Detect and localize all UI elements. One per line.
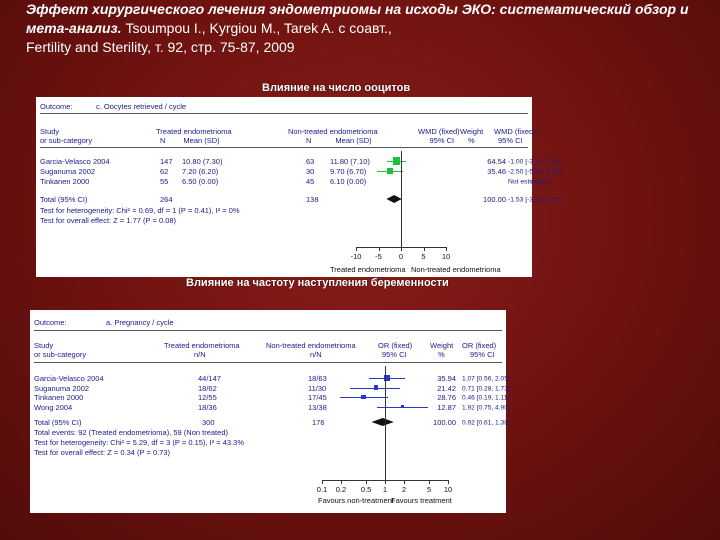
total-diamond-layer xyxy=(36,97,532,277)
forest-plot-oocytes xyxy=(36,97,562,277)
treated-n-over-N: 12/55 xyxy=(198,393,217,402)
weight-value: 12.87 xyxy=(437,402,456,412)
col-wmd-header: WMD (fixed) 95% CI xyxy=(418,127,460,145)
nontreated-mean: 6.10 (0.00) xyxy=(330,177,367,186)
axis-tick xyxy=(448,480,449,484)
study-name: Tinkanen 2000 xyxy=(40,177,90,186)
weight-value: 35.94 xyxy=(437,374,456,383)
treated-n-over-N: 44/147 xyxy=(198,374,221,383)
nontreated-mean: 9.70 (6.70) xyxy=(330,167,367,176)
total-treated: 300 xyxy=(202,418,215,427)
treated-mean: 6.50 (0.00) xyxy=(182,177,219,186)
axis-tick xyxy=(401,247,402,251)
heterogeneity-test: Test for heterogeneity: Chi² = 5.29, df = 3 (P = 0.15), I² = 43.3% xyxy=(34,438,244,447)
axis-tick-label: 0.1 xyxy=(316,485,328,494)
axis-tick-label: 10 xyxy=(441,252,451,261)
axis-tick-label: 5 xyxy=(421,252,426,261)
weight-value: 64.54 xyxy=(487,157,506,166)
weight-value: 35.46 xyxy=(487,167,506,176)
forest-plot-pregnancy xyxy=(30,310,510,513)
overall-effect-test: Test for overall effect: Z = 0.34 (P = 0.73) xyxy=(34,448,171,457)
weight-value: 28.76 xyxy=(437,393,456,402)
outcome-value: a. Pregnancy / cycle xyxy=(106,318,174,327)
nontreated-n-over-N: 18/63 xyxy=(308,374,327,383)
axis-tick-label: -10 xyxy=(350,252,362,261)
slide-authors: Tsoumpou I., Kyrgiou M., Tarek A. с соавт., xyxy=(125,20,392,36)
total-weight: 100.00 xyxy=(433,418,456,427)
nontreated-n-over-N: 11/30 xyxy=(308,383,327,393)
nontreated-n-over-N: 13/38 xyxy=(308,402,327,412)
caption-oocytes: Влияние на число ооцитов xyxy=(262,82,411,94)
ci-value: -2.50 [-5.35, 0.35] xyxy=(508,167,562,176)
outcome-value: c. Oocytes retrieved / cycle xyxy=(96,102,187,111)
outcome-label: Outcome: xyxy=(34,318,67,327)
treated-n: 147 xyxy=(160,157,173,166)
study-name: Tinkanen 2000 xyxy=(34,393,84,402)
total-diamond xyxy=(386,195,401,203)
nontreated-n-over-N: 17/45 xyxy=(308,393,327,402)
axis-tick xyxy=(385,480,386,484)
nontreated-mean: 11.80 (7.10) xyxy=(330,157,370,166)
col-wmd-ci-header: WMD (fixed) 95% CI xyxy=(494,127,536,145)
axis-tick xyxy=(379,247,380,251)
ci-value: 1.07 [0.56, 2.05] xyxy=(462,374,510,383)
axis-tick xyxy=(322,480,323,484)
total-nontreated-n: 138 xyxy=(306,195,319,204)
col-weight-header: Weight % xyxy=(430,341,454,359)
axis-tick-label: 1 xyxy=(382,485,388,494)
treated-mean: 10.80 (7.30) xyxy=(182,157,223,166)
slide-title: Эффект хирургического лечения эндометриомы на исходы ЭКО: систематический обзор и мета-анализ. xyxy=(26,1,689,36)
axis-tick xyxy=(356,247,357,251)
ci-value: Not estimable xyxy=(508,177,550,186)
axis-tick xyxy=(446,247,447,251)
axis-tick-label: 0.2 xyxy=(335,485,347,494)
study-name: Suganuma 2002 xyxy=(34,383,90,393)
col-study-header: Study or sub-category xyxy=(34,341,87,359)
col-nontreated-header: Non-treated endometrioma n/N xyxy=(266,341,356,359)
zero-line xyxy=(401,151,402,247)
favours-left: Treated endometrioma xyxy=(330,265,406,274)
ci-value: 0.46 [0.19, 1.11] xyxy=(462,393,510,402)
axis-tick-label: 10 xyxy=(443,485,453,494)
treated-n-over-N: 18/62 xyxy=(198,383,217,393)
slide-journal: Fertility and Sterility, т. 92, стр. 75-87, 2009 xyxy=(26,39,295,55)
col-treated-header: Treated endometrioma n/N xyxy=(164,341,240,359)
study-name: Suganuma 2002 xyxy=(40,167,96,176)
treated-n-over-N: 18/36 xyxy=(198,402,217,412)
col-or-header: OR (fixed) 95% CI xyxy=(378,341,413,359)
total-diamond xyxy=(371,418,393,426)
total-nontreated: 176 xyxy=(312,418,325,427)
col-weight-header: Weight % xyxy=(460,127,484,145)
total-ci: -1.53 [-3.23, 0.17] xyxy=(508,195,562,204)
col-nontreated-header: Non-treated endometrioma N Mean (SD) xyxy=(288,127,378,145)
ci-value: 1.92 [0.75, 4.90] xyxy=(462,403,510,411)
axis-tick xyxy=(366,480,367,484)
axis-tick-label: 5 xyxy=(426,485,432,494)
col-treated-header: Treated endometrioma N Mean (SD) xyxy=(156,127,232,145)
ci-value: 0.71 [0.28, 1.73] xyxy=(462,384,510,392)
total-weight: 100.00 xyxy=(483,195,506,204)
weight-value: 21.42 xyxy=(437,383,456,393)
caption-pregnancy: Влияние на частоту наступления беременности xyxy=(186,277,449,289)
axis-tick-label: -5 xyxy=(375,252,382,261)
axis-tick xyxy=(404,480,405,484)
axis-tick-label: 0.5 xyxy=(360,485,372,494)
outcome-label: Outcome: xyxy=(40,102,73,111)
nontreated-n: 30 xyxy=(306,167,315,176)
total-label: Total (95% CI) xyxy=(40,195,88,204)
overall-effect-test: Test for overall effect: Z = 1.77 (P = 0.08) xyxy=(40,216,177,225)
axis-tick xyxy=(429,480,430,484)
ci-value: -1.00 [-3.11, 1.11] xyxy=(508,157,561,166)
total-diamond-layer xyxy=(30,310,506,513)
treated-n: 55 xyxy=(160,177,169,186)
favours-right: Non-treated endometrioma xyxy=(411,265,501,274)
col-study-header: Study or sub-category xyxy=(40,127,93,145)
study-name: Garcia-Velasco 2004 xyxy=(40,157,110,166)
null-line xyxy=(385,366,386,480)
favours-left: Favours non-treatment xyxy=(318,496,394,505)
heterogeneity-test: Test for heterogeneity: Chi² = 0.69, df = 1 (P = 0.41), I² = 0% xyxy=(40,206,240,215)
axis-tick-label: 2 xyxy=(401,485,407,494)
slide-header xyxy=(26,0,706,57)
favours-right: Favours treatment xyxy=(391,496,452,505)
nontreated-n: 63 xyxy=(306,157,315,166)
total-label: Total (95% CI) xyxy=(34,418,82,427)
study-name: Garcia-Velasco 2004 xyxy=(34,374,104,383)
axis-tick xyxy=(341,480,342,484)
axis-tick xyxy=(424,247,425,251)
treated-mean: 7.20 (6.20) xyxy=(182,167,219,176)
treated-n: 62 xyxy=(160,167,169,176)
nontreated-n: 45 xyxy=(306,177,315,186)
total-ci: 0.92 [0.61, 1.38] xyxy=(462,418,510,427)
total-events: Total events: 92 (Treated endometrioma), 59 (Non treated) xyxy=(34,428,228,437)
col-or-ci-header: OR (fixed) 95% CI xyxy=(462,341,497,359)
total-treated-n: 264 xyxy=(160,195,173,204)
study-name: Wong 2004 xyxy=(34,402,73,412)
axis-tick-label: 0 xyxy=(398,252,404,261)
